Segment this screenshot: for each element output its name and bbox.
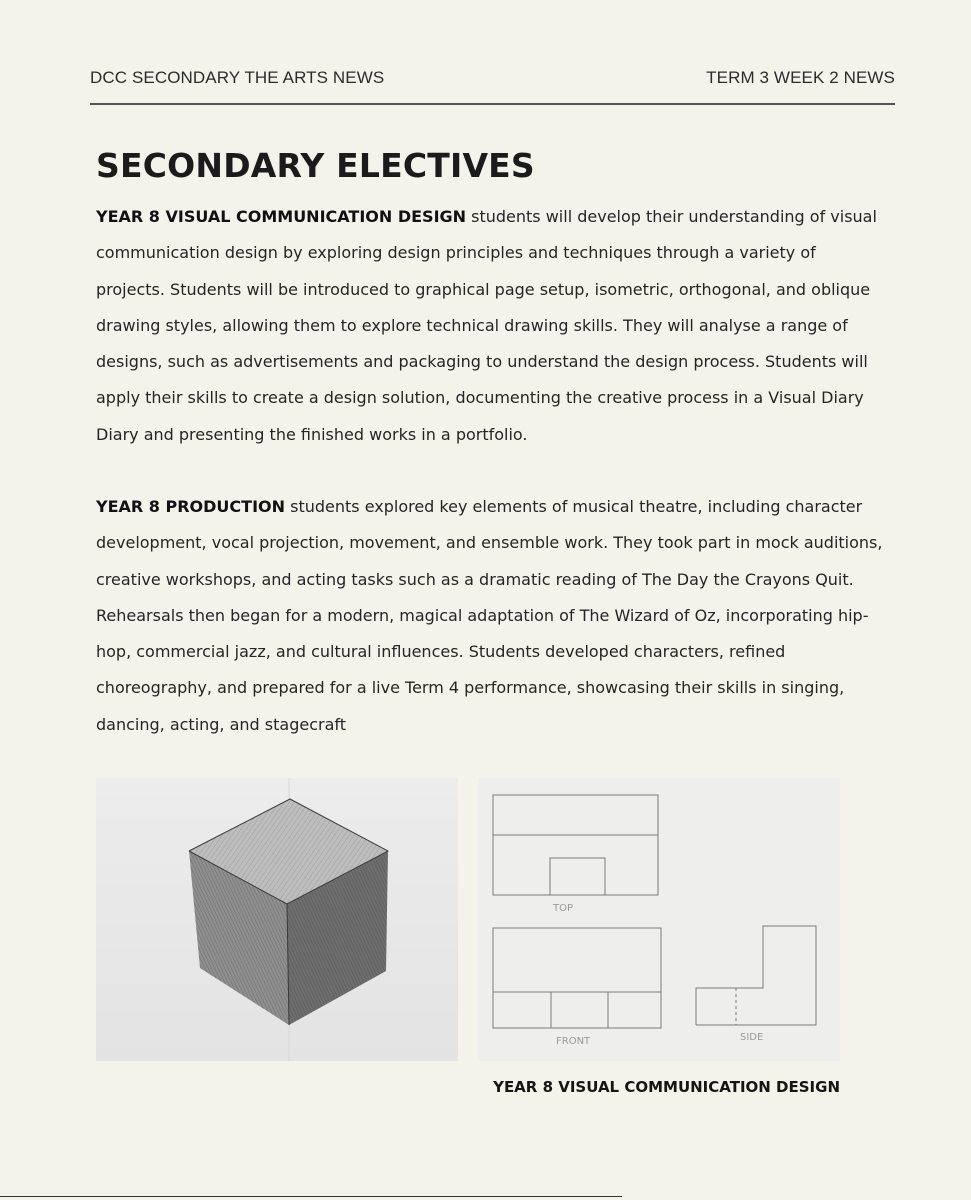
paragraph-lead: YEAR 8 VISUAL COMMUNICATION DESIGN [96,207,467,226]
cube-drawing-photo [96,778,458,1061]
footer-divider [0,1196,622,1197]
header-issue: TERM 3 WEEK 2 NEWS [706,68,895,87]
image-caption: YEAR 8 VISUAL COMMUNICATION DESIGN [493,1078,840,1096]
page-header [90,68,895,88]
paragraph-body: students explored key elements of musical theatre, including character development, vocal projection, movement, and ensemble work. They took part in mock auditions, creative workshops, and acting tasks such as a dramatic reading of The Day the Crayons Quit. Rehearsals then began for a modern, magical adaptation of The Wizard of Oz, incorporating hip-hop, commercial jazz, and cultural influences. Students developed characters, refined choreography, and prepared for a live Term 4 performance, showcasing their skills in singing, dancing, acting, and stagecraft [96,497,883,734]
view-label-side: SIDE [740,1032,764,1043]
page-title: SECONDARY ELECTIVES [96,146,535,185]
paragraph-body: students will develop their understanding of visual communication design by exploring design principles and techniques through a variety of projects. Students will be introduced to graphical page setup, isometric, orthogonal, and oblique drawing styles, allowing them to explore technical drawing skills. They will analyse a range of designs, such as advertisements and packaging to understand the design process. Students will apply their skills to create a design solution, documenting the creative process in a Visual Diary Diary and presenting the finished works in a portfolio. [96,207,877,444]
header-publication: DCC SECONDARY THE ARTS NEWS [90,68,385,87]
article-paragraph-production [96,489,886,743]
pencil-cube-icon [96,778,458,1061]
header-divider [90,103,895,105]
orthographic-drawing-icon [478,778,840,1061]
orthographic-views-photo [478,778,840,1061]
view-label-top: TOP [553,903,574,914]
view-label-front: FRONT [556,1036,591,1047]
paragraph-lead: YEAR 8 PRODUCTION [96,497,286,516]
article-paragraph-vcd [96,199,886,453]
